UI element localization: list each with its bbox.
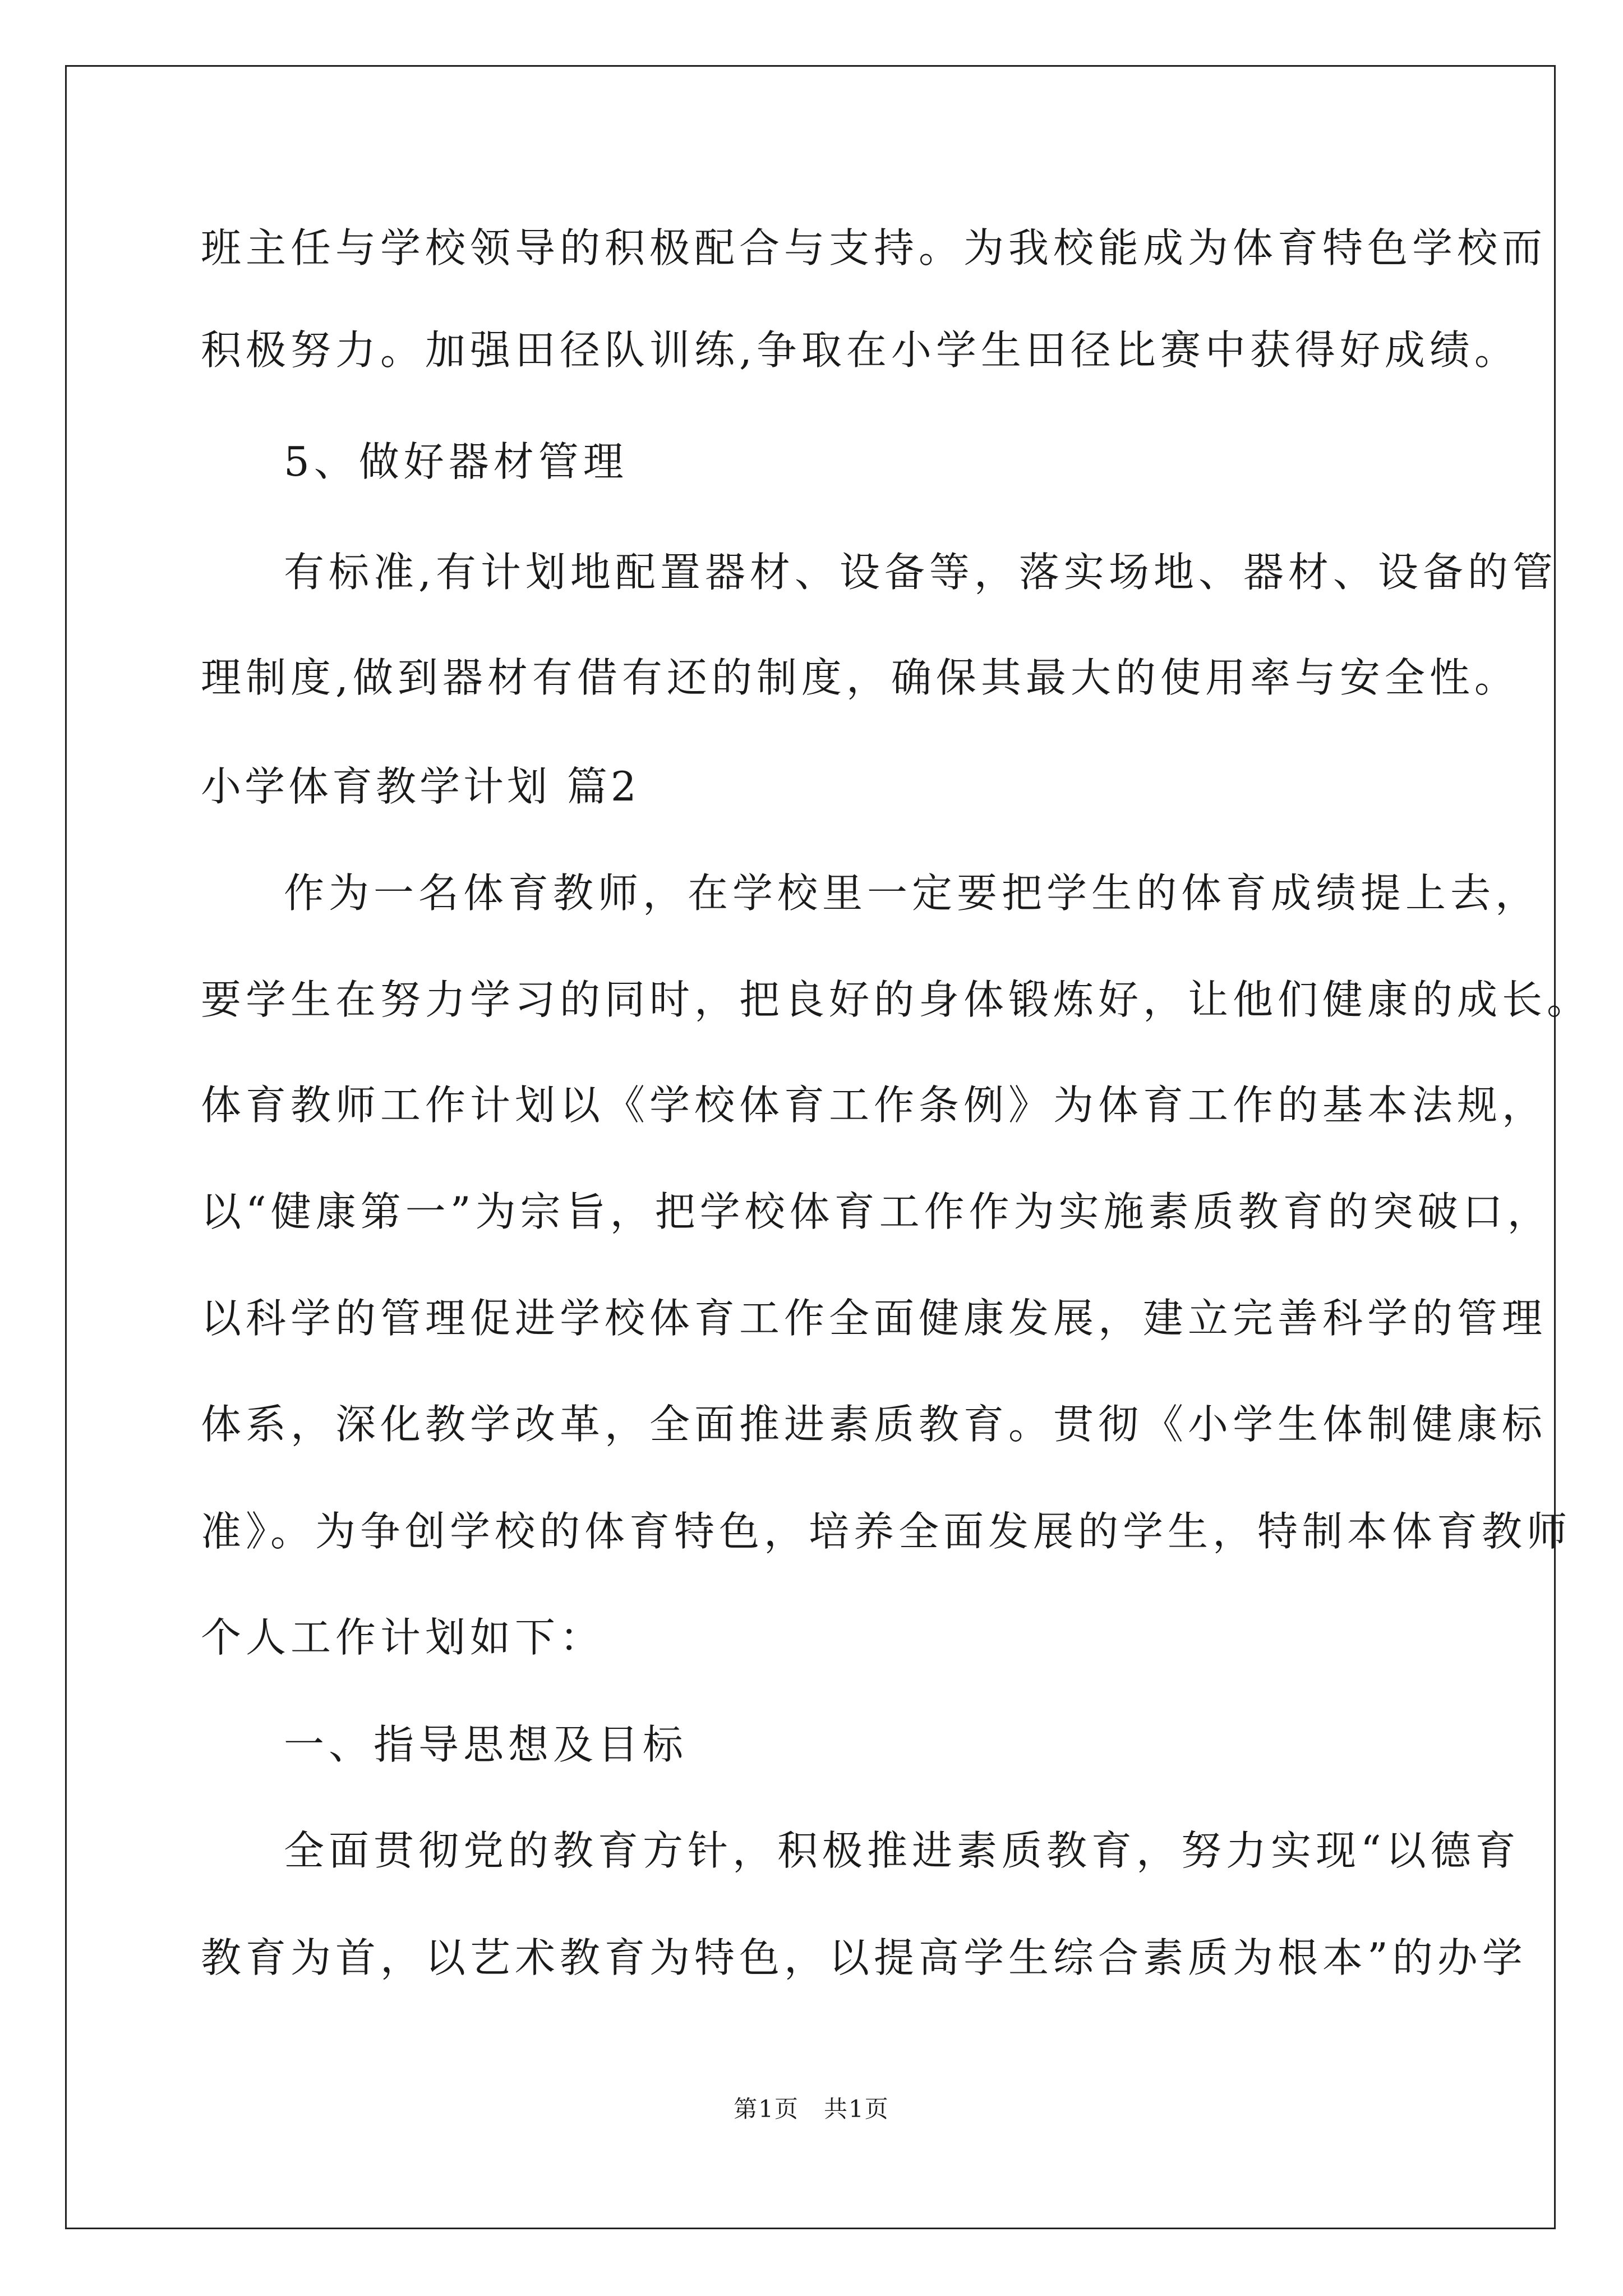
article-title: 小学体育教学计划 篇2 <box>201 763 640 810</box>
body-text-line: 有标准,有计划地配置器材、设备等，落实场地、器材、设备的管 <box>284 549 1557 596</box>
body-text-line: 个人工作计划如下： <box>201 1614 605 1661</box>
body-text-line: 教育为首，以艺术教育为特色，以提高学生综合素质为根本”的办学 <box>201 1934 1527 1981</box>
body-text-line: 全面贯彻党的教育方针，积极推进素质教育，努力实现“以德育 <box>284 1827 1520 1874</box>
body-text-line: 理制度,做到器材有借有还的制度，确保其最大的使用率与安全性。 <box>201 654 1519 701</box>
section-heading: 一、指导思想及目标 <box>284 1721 688 1768</box>
body-text-line: 体系，深化教学改革，全面推进素质教育。贯彻《小学生体制健康标 <box>201 1401 1547 1448</box>
body-text-line: 作为一名体育教师，在学校里一定要把学生的体育成绩提上去， <box>284 869 1541 917</box>
body-text-line: 要学生在努力学习的同时，把良好的身体锻炼好，让他们健康的成长。 <box>201 976 1592 1023</box>
section-heading: 5、做好器材管理 <box>284 438 628 485</box>
body-text-line: 积极努力。加强田径队训练,争取在小学生田径比赛中获得好成绩。 <box>201 326 1519 374</box>
body-text-line: 准》。为争创学校的体育特色，培养全面发展的学生，特制本体育教师 <box>201 1508 1572 1555</box>
body-text-line: 班主任与学校领导的积极配合与支持。为我校能成为体育特色学校而 <box>201 224 1547 272</box>
body-text-line: 以科学的管理促进学校体育工作全面健康发展，建立完善科学的管理 <box>201 1295 1547 1342</box>
body-text-line: 以“健康第一”为宗旨，把学校体育工作作为实施素质教育的突破口， <box>201 1188 1552 1235</box>
page-border <box>65 65 1556 2229</box>
body-text-line: 体育教师工作计划以《学校体育工作条例》为体育工作的基本法规， <box>201 1082 1547 1129</box>
page-number-footer: 第1页 共1页 <box>734 2095 889 2123</box>
